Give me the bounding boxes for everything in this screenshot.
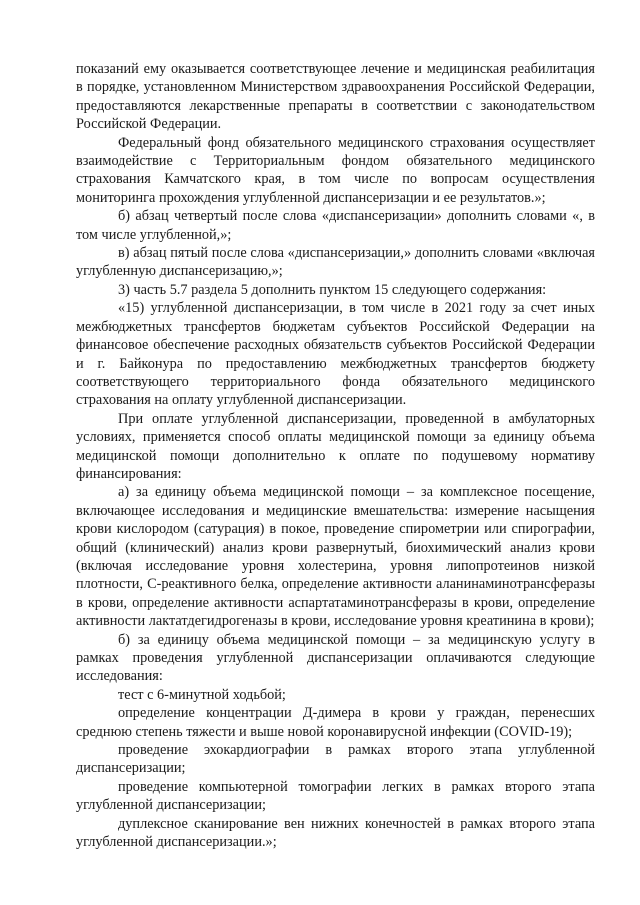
paragraph-amendment-b: б) абзац четвертый после слова «диспансеризации» дополнить словами «, в том числе углубленной,»; xyxy=(76,208,595,243)
paragraph-continuation: показаний ему оказывается соответствующее лечение и медицинская реабилитация в порядке, установленном Министерством здравоохранения Российской Федерации, предоставляются лекарственные препараты в соответствии с законодательством Российской Федерации. xyxy=(76,61,595,133)
paragraph-subitem-b: б) за единицу объема медицинской помощи – за медицинскую услугу в рамках проведения углубленной диспансеризации оплачиваются следующие исследования: xyxy=(76,631,595,685)
list-item-d-dimer: определение концентрации Д-димера в крови у граждан, перенесших среднюю степень тяжести и выше новой коронавирусной инфекции (COVID-19); xyxy=(76,705,595,740)
paragraph-item-15: «15) углубленной диспансеризации, в том числе в 2021 году за счет иных межбюджетных трансфертов бюджетам субъектов Российской Федерации на финансовое обеспечение расходных обязательств субъектов Российской Федерации и г. Байконура по предоставлению межбюджетных трансфертов бюджету соответствующего территориального фонда обязательного медицинского страхования на оплату углубленной диспансеризации. xyxy=(76,300,595,409)
list-item-walk-test: тест с 6-минутной ходьбой; xyxy=(118,686,286,703)
paragraph-ffoms-interaction: Федеральный фонд обязательного медицинского страхования осуществляет взаимодействие с Территориальным фондом обязательного медицинского страхования Камчатского края, в том числе по вопросам осуществления мониторинга прохождения углубленной диспансеризации и ее результатов.»; xyxy=(76,134,595,206)
list-item-duplex-scan: дуплексное сканирование вен нижних конечностей в рамках второго этапа углубленной диспансеризации.»; xyxy=(76,815,595,851)
document-page xyxy=(76,60,595,851)
paragraph-amendment-3: 3) часть 5.7 раздела 5 дополнить пунктом 15 следующего содержания: xyxy=(118,281,547,298)
paragraph-amendment-v: в) абзац пятый после слова «диспансеризации,» дополнить словами «включая углубленную диспансеризацию,»; xyxy=(76,245,595,280)
list-item-ct-lungs: проведение компьютерной томографии легких в рамках второго этапа углубленной диспансеризации; xyxy=(76,778,595,814)
list-item-echocardiography: проведение эхокардиографии в рамках второго этапа углубленной диспансеризации; xyxy=(76,742,595,777)
paragraph-payment-method: При оплате углубленной диспансеризации, проведенной в амбулаторных условиях, применяется способ оплаты медицинской помощи за единицу объема медицинской помощи дополнительно к оплате по подушевому нормативу финансирования: xyxy=(76,410,595,482)
paragraph-subitem-a: а) за единицу объема медицинской помощи – за комплексное посещение, включающее исследования и медицинские вмешательства: измерение насыщения крови кислородом (сатурация) в покое, проведение спирометрии или спирографии, общий (клинический) анализ крови развернутый, биохимический анализ крови (включая исследование уровня холестерина, уровня липопротеинов низкой плотности, С-реактивного белка, определение активности аланинаминотрансферазы в крови, определение активности аспартатаминотрансферазы в крови, определение активности лактатдегидрогеназы в крови, исследование уровня креатинина в крови); xyxy=(76,484,595,630)
